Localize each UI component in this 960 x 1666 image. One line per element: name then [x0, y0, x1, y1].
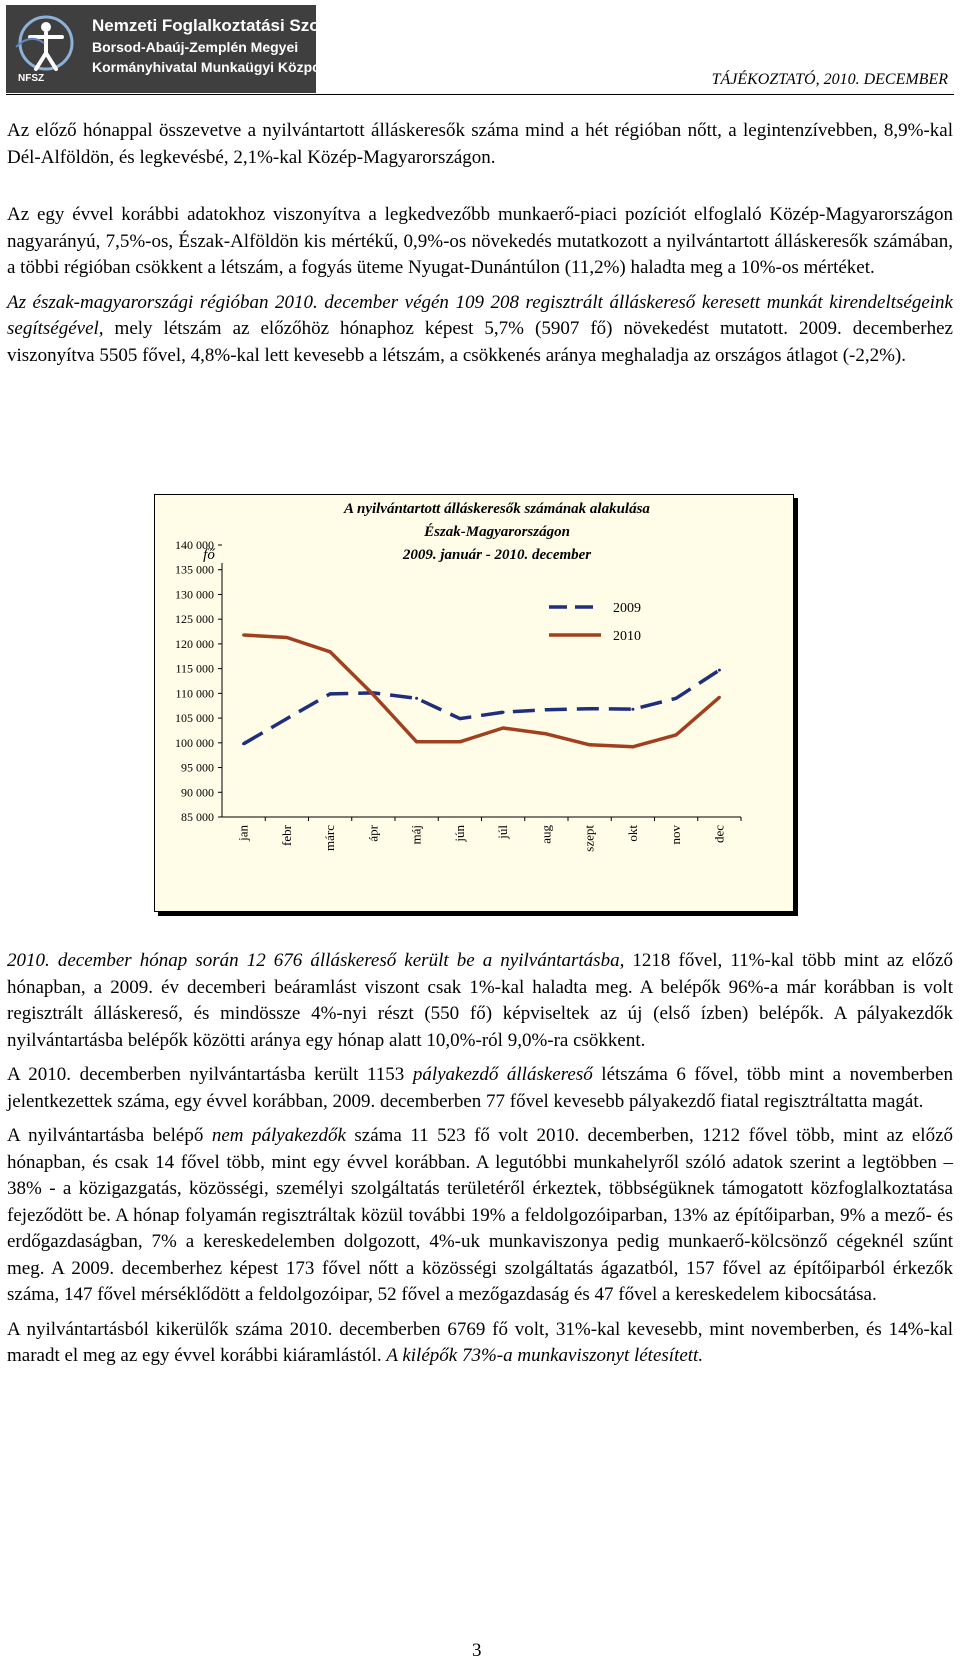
series-point-2009 — [502, 711, 505, 714]
chart-legend — [543, 587, 661, 661]
paragraph-7 — [7, 1317, 953, 1370]
legend-label-2009: 2009 — [613, 601, 641, 616]
series-point-2009 — [631, 708, 634, 711]
paragraph-6-a: A nyilvántartásba belépő — [7, 1125, 212, 1146]
paragraph-7-text: A nyilvántartásból kikerülők száma 2010. decemberben 6769 fő volt, 31%-kal kevesebb, mint novemberben, és 14%-kal maradt el meg az egy évvel korábbi kiáramlástól. — [7, 1318, 953, 1366]
x-axis-ticks — [236, 817, 741, 852]
logo-figure-icon — [10, 13, 88, 77]
series-point-2010 — [718, 696, 721, 699]
x-tick-label: okt — [624, 825, 640, 842]
series-line-2009 — [244, 670, 720, 744]
nfsz-logo — [6, 5, 365, 93]
paragraph-4 — [7, 948, 953, 1054]
y-tick-label: 140 000 — [175, 538, 214, 552]
paragraph-3-italic: Az észak-magyarországi régióban 2010. december végén 109 208 regisztrált álláskereső keresett munkát kirendeltségeink segítségével, — [7, 291, 953, 339]
series-point-2009 — [588, 707, 591, 710]
paragraph-6 — [7, 1123, 953, 1309]
x-tick-label: aug — [538, 825, 554, 844]
x-tick-label: febr — [278, 825, 294, 846]
y-tick-label: 130 000 — [175, 587, 214, 602]
x-tick-label: jún — [451, 825, 467, 842]
x-tick-label: máj — [408, 825, 424, 845]
y-tick-label: 115 000 — [175, 661, 214, 676]
paragraph-4-rest: 1218 fővel, 11%-kal több mint az előző hónapban, a 2009. év decemberi beáramlást viszont csak 1%-kal haladta meg. A belépők 96%-a már korábban is volt regisztrált álláskereső, és mindössze 4%-nyi részt (550 fő) képviseltek az új (első ízben) belépők. A pályakezdők nyilvántartásba belépők közötti aránya egy hónap alatt 10,0%-ról 9,0%-ra csökkent. — [7, 950, 953, 1051]
jobseekers-chart — [154, 494, 794, 912]
x-tick-label: nov — [668, 825, 684, 845]
chart-canvas — [155, 495, 793, 911]
y-tick-label: 135 000 — [175, 562, 214, 577]
report-label: TÁJÉKOZTATÓ, 2010. DECEMBER — [711, 71, 948, 88]
legend-label-2010: 2010 — [613, 629, 641, 644]
y-tick-label: 85 000 — [181, 810, 214, 824]
header-divider — [6, 94, 954, 95]
x-tick-label: ápr — [365, 825, 381, 842]
paragraph-4-italic: 2010. december hónap során 12 676 álláskereső került be a nyilvántartásba, — [7, 950, 625, 971]
series-point-2010 — [458, 740, 461, 743]
series-point-2009 — [675, 697, 678, 700]
series-point-2010 — [372, 693, 375, 696]
series-point-2009 — [415, 697, 418, 700]
y-tick-label: 105 000 — [175, 711, 214, 726]
x-tick-label: jan — [235, 825, 251, 841]
y-tick-label: 125 000 — [175, 612, 214, 627]
page-number: 3 — [472, 1640, 482, 1661]
paragraph-6-b: száma 11 523 fő volt 2010. decemberben, 1212 fővel több, mint az előző hónapban, és csak 14 fővel több, mint egy évvel korábban. A legutóbbi munkahelyről szóló adatok szerint a legtöbben – 38% - a közigazgatás, közösségi, személyi szolgáltatás területéről érkeztek, többségüknek támogatott közfoglalkoztatása fejeződött be. A hónap folyamán regisztráltak közül további 19% a feldolgozóiparban, 13% az építőiparban, 9% a mező- és erdőgazdaságban, 7% a kereskedelemben dolgozott, 4%-uk munkaviszonya pedig munkaerő-kölcsönző cégeknél szűnt meg. A 2009. decemberhez képest 173 fővel nőtt a közösségi szolgáltatás ágazatból, 157 fővel az építőiparból érkezők száma, 147 fővel mérséklődött a feldolgozóipar, 52 fővel a mezőgazdaság és 47 fővel a kereskedelem kibocsátása. — [7, 1125, 954, 1305]
paragraph-2: Az egy évvel korábbi adatokhoz viszonyítva a legkedvezőbb munkaerő-piaci pozíciót elfoglaló Közép-Magyarországon nagyarányú, 7,5%-os, Észak-Alföldön kis mértékű, 0,9%-os növekedés mutatkozott a nyilvántartott álláskeresők számában, a többi régióban csökkent a létszám, a fogyás üteme Nyugat-Dunántúlon (11,2%) haladta meg a 10%-os mértéket. — [7, 204, 953, 278]
paragraph-5-italic: pályakezdő álláskereső — [412, 1064, 593, 1085]
series-point-2010 — [545, 732, 548, 735]
chart-title-line-2: Észak-Magyarországon — [424, 524, 570, 540]
series-point-2010 — [588, 743, 591, 746]
y-axis-ticks — [175, 538, 222, 824]
x-tick-label: szept — [581, 825, 597, 852]
series-point-2009 — [329, 692, 332, 695]
y-tick-label: 95 000 — [181, 760, 214, 775]
org-line-3: Kormányhivatal Munkaügyi Központja — [92, 59, 346, 75]
text-block-lower — [7, 948, 953, 1378]
series-point-2009 — [545, 708, 548, 711]
paragraph-1: Az előző hónappal összevetve a nyilvántartott álláskeresők száma mind a hét régióban nőtt, a legintenzívebben, 8,9%-kal Dél-Alföldön, és legkevésbé, 2,1%-kal Közép-Magyarországon. — [7, 120, 953, 168]
series-point-2010 — [242, 634, 245, 637]
paragraph-5-b: létszáma 6 fővel, több mint a novemberben jelentkezettek száma, egy évvel korábban, 2009. decemberben 77 fővel kevesebb pályakezdő fiatal regisztráltatta magát. — [7, 1064, 953, 1112]
paragraph-7-italic: A kilépők 73%-a munkaviszonyt létesített. — [386, 1345, 704, 1366]
y-tick-label: 100 000 — [175, 735, 214, 750]
series-point-2010 — [631, 745, 634, 748]
page-header — [6, 5, 954, 95]
series-point-2010 — [675, 733, 678, 736]
paragraph-5-a: A 2010. decemberben nyilvántartásba került 1153 — [7, 1064, 413, 1085]
paragraph-5 — [7, 1062, 953, 1115]
series-point-2010 — [285, 636, 288, 639]
text-block-upper — [7, 202, 953, 377]
legend-box — [543, 587, 661, 661]
series-point-2009 — [285, 717, 288, 720]
y-tick-label: 90 000 — [181, 785, 214, 800]
paragraph-regional-change — [7, 118, 953, 179]
chart-title-line-3: 2009. január - 2010. december — [402, 547, 592, 563]
paragraph-3-rest: mely létszám az előzőhöz hónaphoz képest 5,7% (5907 fő) növekedést mutatott. 2009. decemberhez viszonyítva 5505 fővel, 4,8%-kal lett kevesebb a létszám, a csökkenés aránya meghaladja az országos átlagot (-2,2%). — [7, 318, 953, 366]
series-point-2009 — [242, 742, 245, 745]
series-point-2010 — [329, 650, 332, 653]
paragraph-3 — [7, 290, 953, 370]
x-tick-label: júl — [495, 825, 511, 839]
chart-title-line-1: A nyilvántartott álláskeresők számának alakulása — [344, 501, 650, 517]
paragraph-6-italic: nem pályakezdők — [211, 1125, 346, 1146]
series-point-2009 — [718, 669, 721, 672]
organization-name — [92, 15, 364, 77]
logo-abbreviation: NFSZ — [18, 73, 45, 84]
x-tick-label: márc — [322, 825, 338, 851]
org-line-1: Nemzeti Foglalkoztatási Szolgálat — [92, 16, 365, 35]
series-point-2010 — [502, 727, 505, 730]
x-tick-label: dec — [711, 825, 727, 844]
series-point-2009 — [458, 717, 461, 720]
org-line-2: Borsod-Abaúj-Zemplén Megyei — [92, 39, 299, 55]
y-tick-label: 110 000 — [175, 686, 214, 701]
y-axis-label: fő — [203, 547, 215, 563]
y-tick-label: 120 000 — [175, 636, 214, 651]
series-point-2010 — [415, 740, 418, 743]
